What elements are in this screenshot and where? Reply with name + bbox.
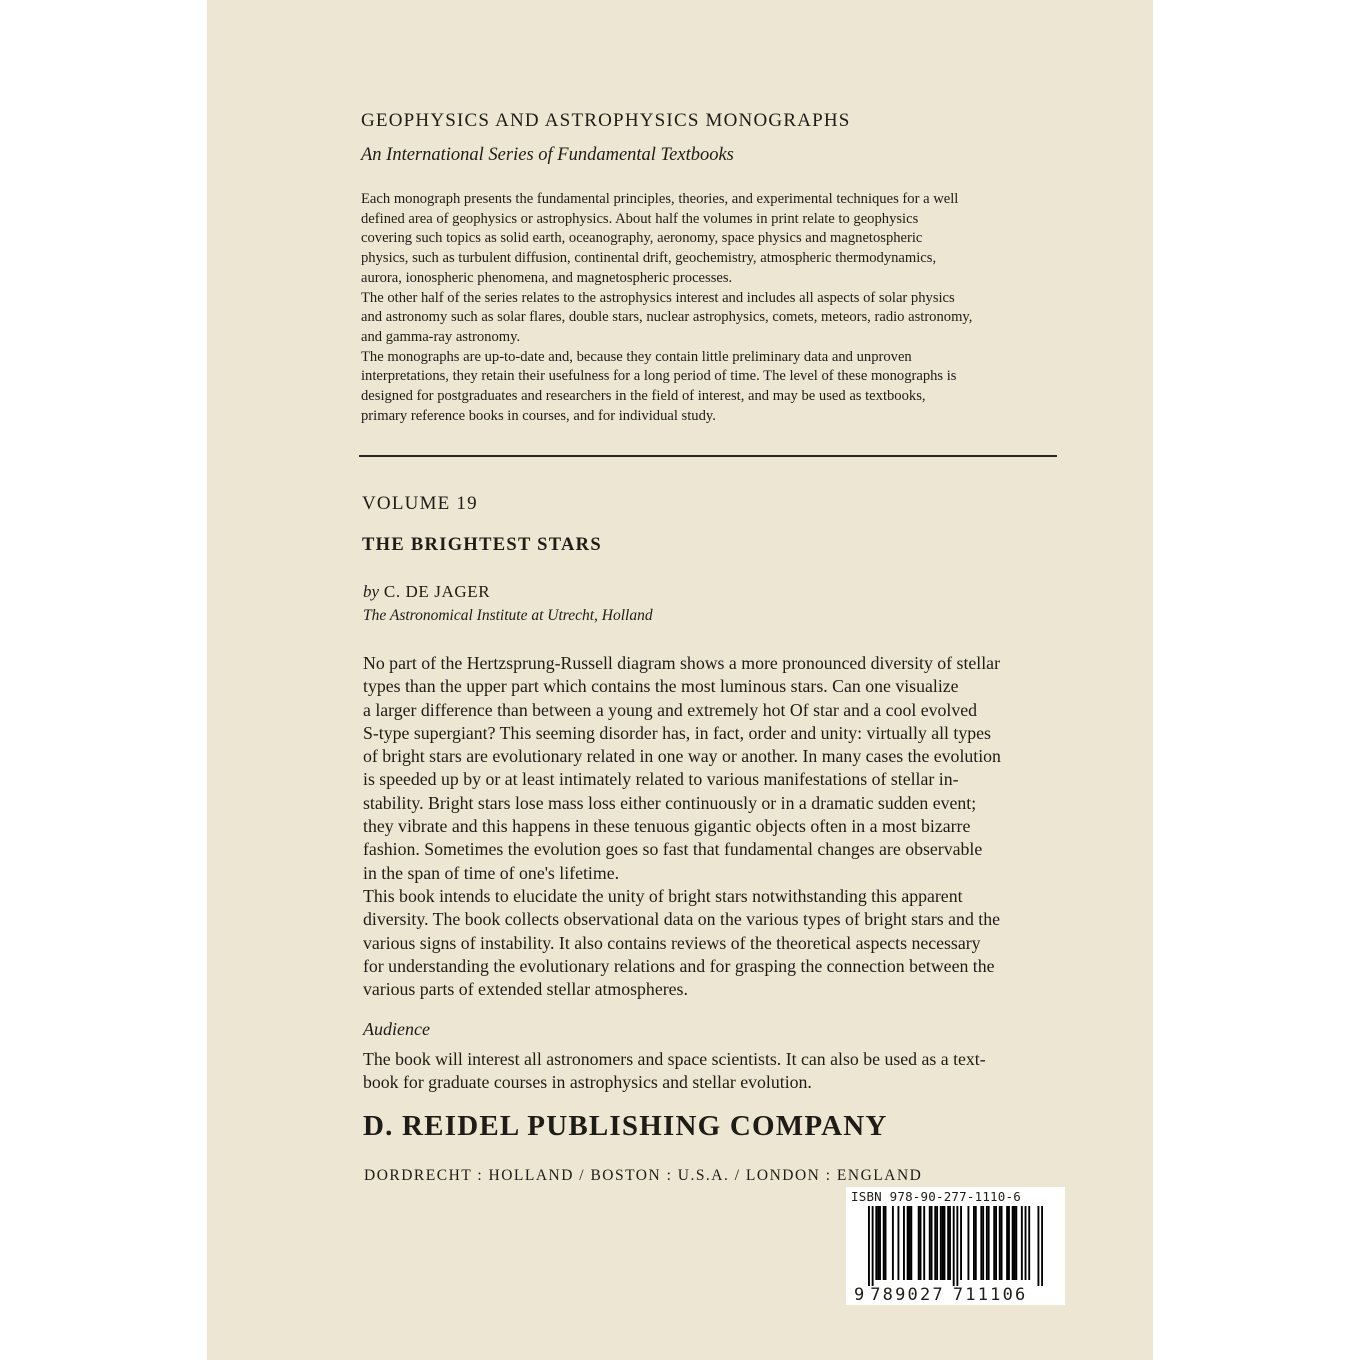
barcode-bar — [975, 1206, 977, 1280]
author-affiliation: The Astronomical Institute at Utrecht, Holland — [363, 607, 653, 624]
barcode-bar — [923, 1206, 925, 1280]
blurb-line: a larger difference than between a young and extremely hot Of star and a cool evolved — [363, 699, 978, 720]
barcode-bar — [956, 1206, 958, 1286]
barcode-bar — [903, 1206, 905, 1280]
barcode-left-digits: 789027 — [870, 1285, 945, 1305]
barcode-bar — [980, 1206, 982, 1280]
barcode-bar — [875, 1206, 877, 1280]
barcode-bar — [944, 1206, 946, 1280]
barcode-bar — [868, 1206, 870, 1286]
barcode-bar — [918, 1206, 920, 1280]
series-description — [361, 190, 972, 426]
description-line: The monographs are up-to-date and, because they contain little preliminary data and unproven — [361, 348, 912, 365]
blurb-line: for understanding the evolutionary relations and for grasping the connection between the — [363, 955, 995, 976]
barcode-bar — [940, 1206, 942, 1280]
series-title: GEOPHYSICS AND ASTROPHYSICS MONOGRAPHS — [361, 110, 851, 131]
barcode-bar — [1028, 1206, 1030, 1280]
blurb-line: various signs of instability. It also contains reviews of the theoretical aspects necessary — [363, 932, 981, 953]
blurb-line: fashion. Sometimes the evolution goes so fast that fundamental changes are observable — [363, 839, 983, 860]
description-line: and gamma-ray astronomy. — [361, 328, 521, 345]
description-line: covering such topics as solid earth, oceanography, aeronomy, space physics and magnetospheric — [361, 230, 923, 247]
barcode-bar — [931, 1206, 933, 1280]
description-line: defined area of geophysics or astrophysics. About half the volumes in print relate to geophysics — [361, 210, 919, 227]
barcode-bar — [907, 1206, 909, 1280]
publisher-name: D. REIDEL PUBLISHING COMPANY — [363, 1110, 888, 1142]
description-line: The other half of the series relates to the astrophysics interest and includes all aspects of solar physics — [361, 289, 955, 306]
barcode-right-digits: 711106 — [952, 1285, 1028, 1305]
barcode-bar — [920, 1206, 922, 1280]
blurb-line: of bright stars are evolutionary related in one way or another. In many cases the evolution — [363, 746, 1001, 767]
barcode-bar — [1021, 1206, 1023, 1280]
series-subtitle: An International Series of Fundamental Textbooks — [361, 145, 734, 165]
back-cover — [207, 0, 1153, 1360]
book-title: THE BRIGHTEST STARS — [362, 535, 602, 555]
barcode-bar — [872, 1206, 874, 1286]
barcode-bar — [942, 1206, 944, 1280]
blurb-line: This book intends to elucidate the unity of bright stars notwithstanding this apparent — [363, 885, 963, 906]
barcode-bar — [960, 1206, 962, 1280]
barcode-bar — [995, 1206, 997, 1280]
barcode-bar — [986, 1206, 988, 1280]
barcode-bar — [885, 1206, 887, 1280]
barcode-bar — [1012, 1206, 1014, 1280]
description-line: aurora, ionospheric phenomena, and magnetospheric processes. — [361, 269, 733, 286]
barcode-bar — [1006, 1206, 1008, 1280]
blurb-line: various parts of extended stellar atmospheres. — [363, 979, 688, 1000]
isbn-label: ISBN 978-90-277-1110-6 — [851, 1189, 1021, 1204]
blurb-line: stability. Bright stars lose mass loss either continuously or in a dramatic sudden event; — [363, 792, 977, 813]
description-line: and astronomy such as solar flares, double stars, nuclear astrophysics, comets, meteors, radio astronomy, — [361, 309, 973, 326]
barcode-bar — [993, 1206, 995, 1280]
book-blurb — [363, 652, 1001, 1001]
audience-heading: Audience — [363, 1019, 430, 1039]
barcode-bar — [909, 1206, 911, 1280]
author-byline — [363, 582, 490, 602]
description-line: designed for postgraduates and researchers in the field of interest, and may be used as textbooks, — [361, 388, 926, 405]
blurb-line: No part of the Hertzsprung-Russell diagram shows a more pronounced diversity of stellar — [363, 653, 1000, 673]
blurb-line: is speeded up by or at least intimately related to various manifestations of stellar in- — [363, 769, 959, 790]
barcode-bar — [973, 1206, 975, 1280]
blurb-line: types than the upper part which contains the most luminous stars. Can one visualize — [363, 676, 959, 697]
blurb-line: diversity. The book collects observational data on the various types of bright stars and the — [363, 909, 1001, 930]
blurb-line: they vibrate and this happens in these tenuous gigantic objects often in a most bizarre — [363, 816, 971, 837]
isbn-barcode — [846, 1187, 1065, 1305]
description-line: primary reference books in courses, and for individual study. — [361, 407, 716, 424]
barcode-bar — [967, 1206, 969, 1280]
description-line: Each monograph presents the fundamental principles, theories, and experimental techniques for a well — [361, 191, 959, 207]
barcode-bars — [868, 1206, 1043, 1286]
barcode-bar — [883, 1206, 885, 1280]
audience-line: book for graduate courses in astrophysics and stellar evolution. — [363, 1072, 812, 1093]
audience-text — [363, 1048, 986, 1095]
barcode-bar — [910, 1206, 912, 1280]
barcode-bar — [1008, 1206, 1010, 1280]
barcode-bar — [877, 1206, 879, 1280]
barcode-bar — [999, 1206, 1001, 1280]
barcode-bar — [1015, 1206, 1017, 1280]
barcode-bar — [1041, 1206, 1043, 1286]
barcode-bar — [892, 1206, 894, 1280]
barcode-bar — [947, 1206, 949, 1280]
barcode-bar — [934, 1206, 936, 1280]
barcode-bar — [982, 1206, 984, 1280]
barcode-bar — [936, 1206, 938, 1280]
barcode-bar — [929, 1206, 931, 1280]
horizontal-divider — [359, 455, 1057, 457]
audience-line: The book will interest all astronomers and space scientists. It can also be used as a text- — [363, 1049, 986, 1069]
barcode-bar — [1014, 1206, 1016, 1280]
barcode-bar — [988, 1206, 990, 1280]
author-name: C. DE JAGER — [383, 582, 491, 601]
description-line: interpretations, they retain their usefulness for a long period of time. The level of these monographs is — [361, 368, 957, 385]
barcode-bar — [1001, 1206, 1003, 1280]
barcode-first-digit: 9 — [854, 1285, 865, 1305]
barcode-bar — [879, 1206, 881, 1280]
volume-number: VOLUME 19 — [362, 493, 478, 514]
barcode-bar — [949, 1206, 951, 1280]
blurb-line: S-type supergiant? This seeming disorder has, in fact, order and unity: virtually all types — [363, 722, 991, 743]
blurb-line: in the span of time of one's lifetime. — [363, 862, 620, 883]
description-line: physics, such as turbulent diffusion, continental drift, geochemistry, atmospheric thermodynamics, — [361, 250, 937, 267]
barcode-digits — [854, 1285, 1027, 1305]
barcode-bar — [1025, 1206, 1027, 1280]
barcode-bar — [953, 1206, 955, 1286]
publisher-cities: DORDRECHT : HOLLAND / BOSTON : U.S.A. / LONDON : ENGLAND — [364, 1167, 923, 1184]
by-word: by — [363, 582, 380, 601]
barcode-bar — [897, 1206, 899, 1280]
barcode-bar — [1037, 1206, 1039, 1286]
